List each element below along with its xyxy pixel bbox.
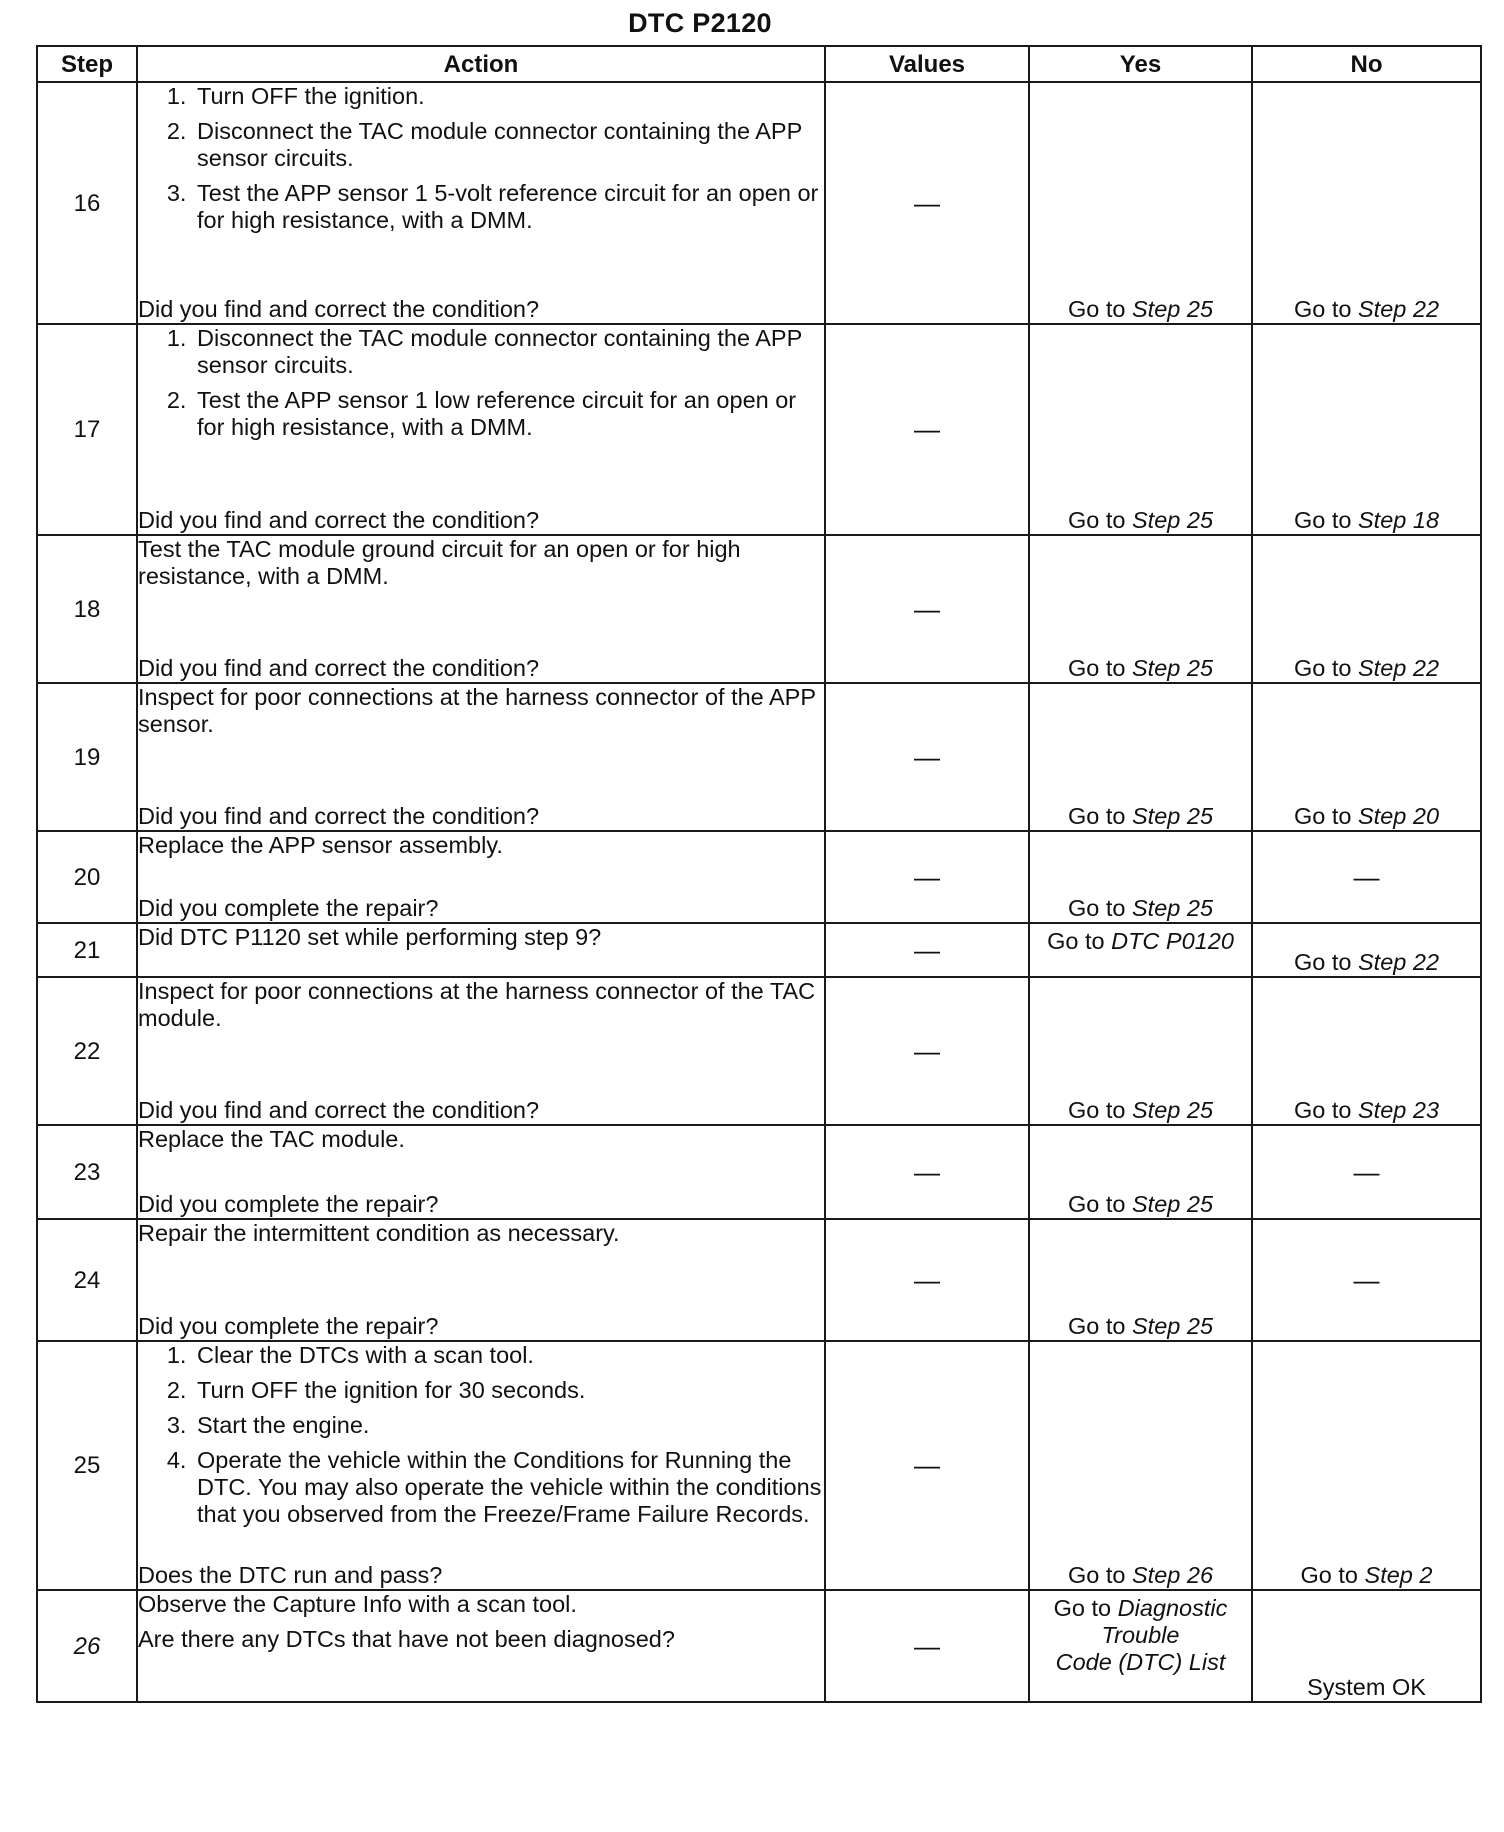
- step-number: 22: [37, 977, 137, 1125]
- yes-target-line: Trouble: [1101, 1622, 1180, 1648]
- list-item: 1. Disconnect the TAC module connector containing the APP sensor circuits.: [193, 325, 824, 379]
- yes-cell: [1029, 324, 1252, 535]
- values-cell: —: [825, 977, 1029, 1125]
- action-question: Did you find and correct the condition?: [138, 655, 540, 681]
- yes-target: Step 26: [1132, 1562, 1214, 1588]
- table-row: [37, 831, 1481, 923]
- action-text: Replace the TAC module.: [138, 1126, 405, 1152]
- values-cell: —: [825, 1219, 1029, 1341]
- step-number: 19: [37, 683, 137, 831]
- no-cell: [1252, 324, 1481, 535]
- no-target: Step 22: [1358, 296, 1440, 322]
- values-cell: —: [825, 923, 1029, 977]
- go-to-prefix: Go to: [1067, 1097, 1126, 1123]
- yes-target: DTC P0120: [1111, 928, 1234, 954]
- header-no: No: [1252, 46, 1481, 82]
- go-to-prefix: Go to: [1067, 803, 1126, 829]
- table-row: [37, 923, 1481, 977]
- no-cell: —: [1252, 1219, 1481, 1341]
- yes-target: Step 25: [1132, 895, 1214, 921]
- action-question: Did you find and correct the condition?: [138, 296, 540, 322]
- step-number: 17: [37, 324, 137, 535]
- dtc-table: [36, 45, 1482, 1703]
- step-number: 16: [37, 82, 137, 324]
- action-question: Are there any DTCs that have not been diagnosed?: [138, 1626, 675, 1652]
- action-cell: [137, 831, 825, 923]
- yes-cell: [1029, 683, 1252, 831]
- step-number: 21: [37, 923, 137, 977]
- no-target: Step 23: [1358, 1097, 1440, 1123]
- no-cell: [1252, 535, 1481, 683]
- list-item: 1. Turn OFF the ignition.: [193, 83, 824, 110]
- step-number: 24: [37, 1219, 137, 1341]
- values-cell: —: [825, 82, 1029, 324]
- action-list: [138, 325, 824, 449]
- action-cell: [137, 977, 825, 1125]
- yes-target: Step 25: [1132, 296, 1214, 322]
- values-cell: —: [825, 683, 1029, 831]
- go-to-prefix: Go to: [1047, 928, 1105, 954]
- action-question: Did you complete the repair?: [138, 895, 439, 921]
- no-cell: —: [1252, 1125, 1481, 1219]
- values-cell: —: [825, 831, 1029, 923]
- yes-target-block: [1030, 1595, 1251, 1676]
- action-question: Did you complete the repair?: [138, 1313, 439, 1339]
- yes-target-line: Code (DTC) List: [1055, 1649, 1226, 1675]
- step-number: 18: [37, 535, 137, 683]
- go-to-prefix: Go to: [1293, 296, 1352, 322]
- yes-cell: [1029, 82, 1252, 324]
- action-cell: [137, 923, 825, 977]
- yes-target: Step 25: [1132, 1097, 1214, 1123]
- no-cell: —: [1252, 831, 1481, 923]
- action-list: [138, 83, 824, 242]
- go-to-prefix: Go to: [1067, 296, 1126, 322]
- no-cell: System OK: [1252, 1590, 1481, 1702]
- header-action: Action: [137, 46, 825, 82]
- no-cell: [1252, 923, 1481, 977]
- action-text: Inspect for poor connections at the harness connector of the TAC module.: [138, 978, 816, 1031]
- yes-cell: [1029, 831, 1252, 923]
- yes-cell: [1029, 923, 1252, 977]
- action-question: Does the DTC run and pass?: [138, 1562, 443, 1588]
- no-target: Step 22: [1358, 655, 1440, 681]
- values-cell: —: [825, 535, 1029, 683]
- action-list: [138, 1342, 824, 1536]
- go-to-prefix: Go to: [1067, 895, 1126, 921]
- action-cell: [137, 535, 825, 683]
- action-question: Did you find and correct the condition?: [138, 507, 540, 533]
- list-item: 4. Operate the vehicle within the Conditions for Running the DTC. You may also operate the vehicle within the conditions that you observed from the Freeze/Frame Failure Records.: [193, 1447, 824, 1528]
- yes-cell: [1029, 1341, 1252, 1590]
- go-to-prefix: Go to: [1067, 1562, 1126, 1588]
- action-text: Test the TAC module ground circuit for an open or for high resistance, with a DMM.: [138, 536, 741, 589]
- table-row: [37, 977, 1481, 1125]
- table-row: [37, 1341, 1481, 1590]
- table-row: [37, 1219, 1481, 1341]
- values-cell: —: [825, 1125, 1029, 1219]
- step-number: 25: [37, 1341, 137, 1590]
- action-text: Repair the intermittent condition as necessary.: [138, 1220, 620, 1246]
- action-text: Did DTC P1120 set while performing step 9?: [138, 924, 602, 950]
- yes-target: Step 25: [1132, 803, 1214, 829]
- yes-cell: [1029, 1219, 1252, 1341]
- go-to-prefix: Go to: [1293, 1097, 1352, 1123]
- action-cell: [137, 1341, 825, 1590]
- go-to-prefix: Go to: [1053, 1595, 1112, 1621]
- no-target: Step 2: [1364, 1562, 1433, 1588]
- document-title: DTC P2120: [628, 8, 772, 38]
- list-item: 3. Start the engine.: [193, 1412, 824, 1439]
- yes-target-line: Diagnostic: [1117, 1595, 1228, 1621]
- go-to-prefix: Go to: [1300, 1562, 1358, 1588]
- action-text: Inspect for poor connections at the harness connector of the APP sensor.: [138, 684, 816, 737]
- go-to-prefix: Go to: [1067, 507, 1126, 533]
- no-target: Step 20: [1358, 803, 1440, 829]
- action-text: Observe the Capture Info with a scan tool.: [138, 1591, 577, 1617]
- action-cell: [137, 683, 825, 831]
- no-target: Step 22: [1358, 949, 1440, 975]
- yes-cell: [1029, 1125, 1252, 1219]
- header-values: Values: [825, 46, 1029, 82]
- header-row: [37, 46, 1481, 82]
- step-number: 26: [37, 1590, 137, 1702]
- action-cell: [137, 82, 825, 324]
- yes-target: Step 25: [1132, 655, 1214, 681]
- step-number: 23: [37, 1125, 137, 1219]
- table-row: [37, 1590, 1481, 1702]
- go-to-prefix: Go to: [1067, 1313, 1126, 1339]
- go-to-prefix: Go to: [1067, 1191, 1126, 1217]
- go-to-prefix: Go to: [1293, 949, 1352, 975]
- table-row: [37, 683, 1481, 831]
- yes-cell: [1029, 977, 1252, 1125]
- yes-cell: [1029, 1590, 1252, 1702]
- no-cell: [1252, 1341, 1481, 1590]
- table-row: [37, 1125, 1481, 1219]
- go-to-prefix: Go to: [1293, 655, 1352, 681]
- action-cell: [137, 1590, 825, 1702]
- action-question: Did you complete the repair?: [138, 1191, 439, 1217]
- go-to-prefix: Go to: [1293, 803, 1352, 829]
- header-step: Step: [37, 46, 137, 82]
- header-yes: Yes: [1029, 46, 1252, 82]
- no-target: Step 18: [1358, 507, 1440, 533]
- table-row: [37, 324, 1481, 535]
- go-to-prefix: Go to: [1067, 655, 1126, 681]
- yes-cell: [1029, 535, 1252, 683]
- go-to-prefix: Go to: [1293, 507, 1352, 533]
- action-cell: [137, 1125, 825, 1219]
- action-cell: [137, 1219, 825, 1341]
- action-cell: [137, 324, 825, 535]
- list-item: 2. Disconnect the TAC module connector containing the APP sensor circuits.: [193, 118, 824, 172]
- values-cell: —: [825, 324, 1029, 535]
- values-cell: —: [825, 1341, 1029, 1590]
- values-cell: —: [825, 1590, 1029, 1702]
- table-row: [37, 535, 1481, 683]
- step-number: 20: [37, 831, 137, 923]
- action-question: Did you find and correct the condition?: [138, 803, 540, 829]
- list-item: 2. Turn OFF the ignition for 30 seconds.: [193, 1377, 824, 1404]
- yes-target: Step 25: [1132, 1313, 1214, 1339]
- action-text: Replace the APP sensor assembly.: [138, 832, 503, 858]
- yes-target: Step 25: [1132, 507, 1214, 533]
- yes-target: Step 25: [1132, 1191, 1214, 1217]
- action-question: Did you find and correct the condition?: [138, 1097, 540, 1123]
- list-item: 2. Test the APP sensor 1 low reference circuit for an open or for high resistance, with a DMM.: [193, 387, 824, 441]
- no-cell: [1252, 82, 1481, 324]
- table-row: [37, 82, 1481, 324]
- list-item: 3. Test the APP sensor 1 5-volt reference circuit for an open or for high resistance, with a DMM.: [193, 180, 824, 234]
- no-cell: [1252, 683, 1481, 831]
- no-cell: [1252, 977, 1481, 1125]
- list-item: 1. Clear the DTCs with a scan tool.: [193, 1342, 824, 1369]
